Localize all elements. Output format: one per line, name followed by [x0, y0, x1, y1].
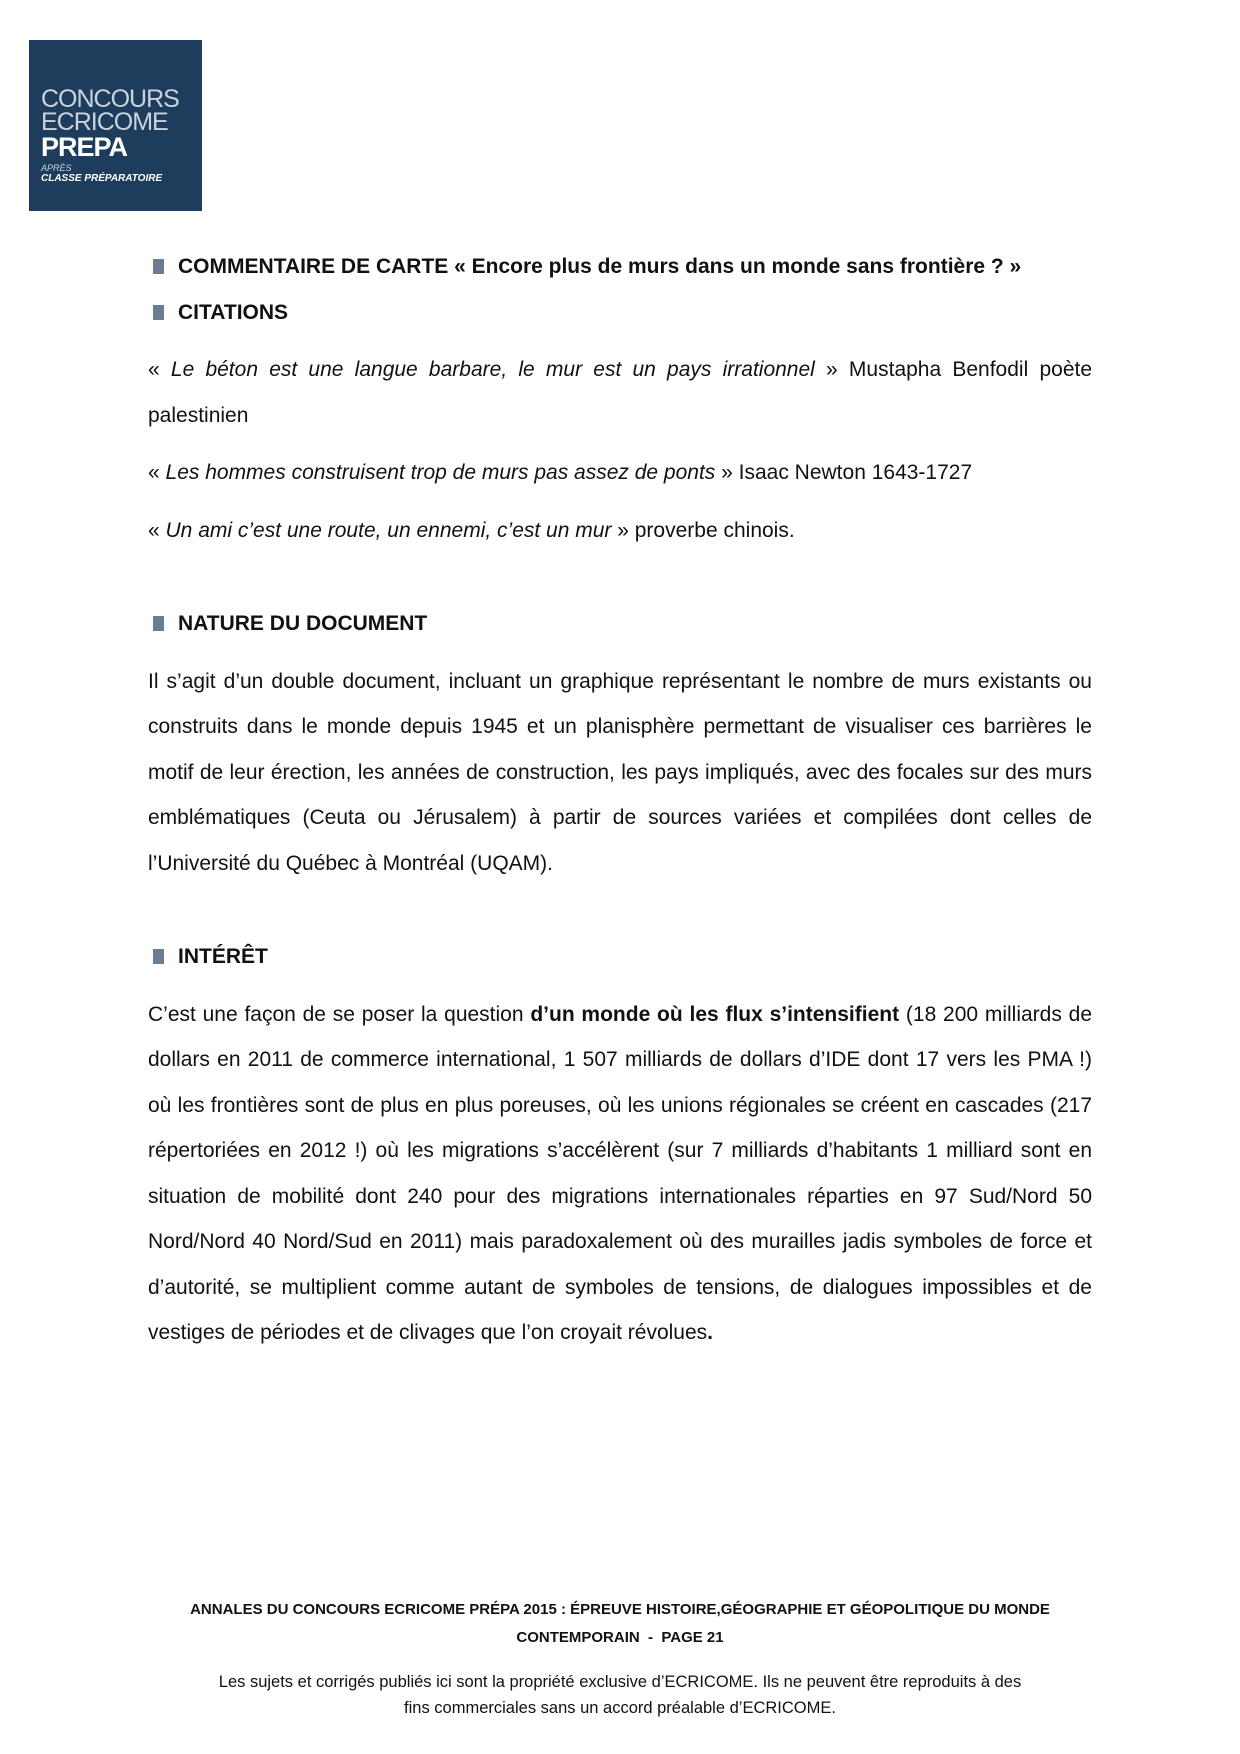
heading-citations: [148, 290, 1092, 336]
heading-commentaire-text: COMMENTAIRE DE CARTE « Encore plus de murs dans un monde sans frontière ? »: [178, 255, 1022, 278]
heading-nature-text: NATURE DU DOCUMENT: [178, 612, 428, 635]
footer-annales-line2: CONTEMPORAIN - PAGE 21: [516, 1629, 724, 1646]
footer-annales-line1: ANNALES DU CONCOURS ECRICOME PRÉPA 2015 : ÉPREUVE HISTOIRE,GÉOGRAPHIE ET GÉOPOLITIQUE DU MONDE: [190, 1601, 1050, 1618]
logo-line-prepa: PREPA: [41, 132, 128, 162]
logo-line-concours: CONCOURS: [41, 85, 179, 113]
footer-legal: [120, 1669, 1120, 1721]
citation-2-quote: Les hommes construisent trop de murs pas assez de ponts: [165, 461, 716, 484]
heading-commentaire: [148, 244, 1092, 290]
citation-3: « Un ami c’est une route, un ennemi, c’est un mur » proverbe chinois.: [148, 518, 795, 542]
heading-interet: [148, 934, 1092, 980]
logo-line-classe: CLASSE PRÉPARATOIRE: [41, 173, 163, 184]
citation-3-quote: Un ami c’est une route, un ennemi, c’est un mur: [165, 518, 612, 542]
square-bullet-icon: [153, 616, 164, 631]
heading-citations-text: CITATIONS: [178, 300, 289, 324]
nature-paragraph: Il s’agit d’un double document, incluant un graphique représentant le nombre de murs existants ou construits dans le monde depuis 1945 et un planisphère permettant de visualiser ces barrières le motif de leur érection, les années de construction, les pays impliqués, avec des focales sur des murs emblématiques (Ceuta ou Jérusalem) à partir de sources variées et compilées dont celles de l’Université du Québec à Montréal (UQAM).: [148, 669, 1092, 875]
square-bullet-icon: [153, 259, 164, 274]
logo-line-ecricome: ECRICOME: [41, 108, 168, 136]
footer-legal-line1: Les sujets et corrigés publiés ici sont la propriété exclusive d’ECRICOME. Ils ne peuvent être reproduits à des: [218, 1673, 1022, 1691]
document-body: [148, 244, 1092, 1356]
ecricome-logo: [29, 40, 202, 211]
square-bullet-icon: [153, 305, 164, 320]
footer-annales: [120, 1596, 1120, 1652]
citation-2: « Les hommes construisent trop de murs pas assez de ponts » Isaac Newton 1643-1727: [148, 461, 973, 484]
citation-1-quote: Le béton est une langue barbare, le mur est un pays irrationnel: [170, 358, 815, 381]
logo-line-apres: APRÈS: [41, 163, 72, 173]
interet-bold-phrase: d’un monde où les flux s’intensifient: [530, 1002, 900, 1026]
footer-legal-line2: fins commerciales sans un accord préalable d’ECRICOME.: [404, 1699, 836, 1717]
heading-interet-text: INTÉRÊT: [178, 945, 268, 968]
citation-1: « Le béton est une langue barbare, le mur est un pays irrationnel » Mustapha Benfodil poète palestinien: [148, 358, 1093, 427]
square-bullet-icon: [153, 949, 164, 964]
heading-nature: [148, 601, 1092, 647]
interet-paragraph: C’est une façon de se poser la question d’un monde où les flux s’intensifient (18 200 milliards de dollars en 2011 de commerce international, 1 507 milliards de dollars d’IDE dont 17 vers les PMA !) où les frontières sont de plus en plus poreuses, où les unions régionales se créent en cascades (217 répertoriées en 2012 !) où les migrations s’accélèrent (sur 7 milliards d’habitants 1 milliard sont en situation de mobilité dont 240 pour des migrations internationales réparties en 97 Sud/Nord 50 Nord/Nord 40 Nord/Sud en 2011) mais paradoxalement où des murailles jadis symboles de force et d’autorité, se multiplient comme autant de symboles de tensions, de dialogues impossibles et de vestiges de périodes et de clivages que l’on croyait révolues.: [148, 1002, 1092, 1344]
